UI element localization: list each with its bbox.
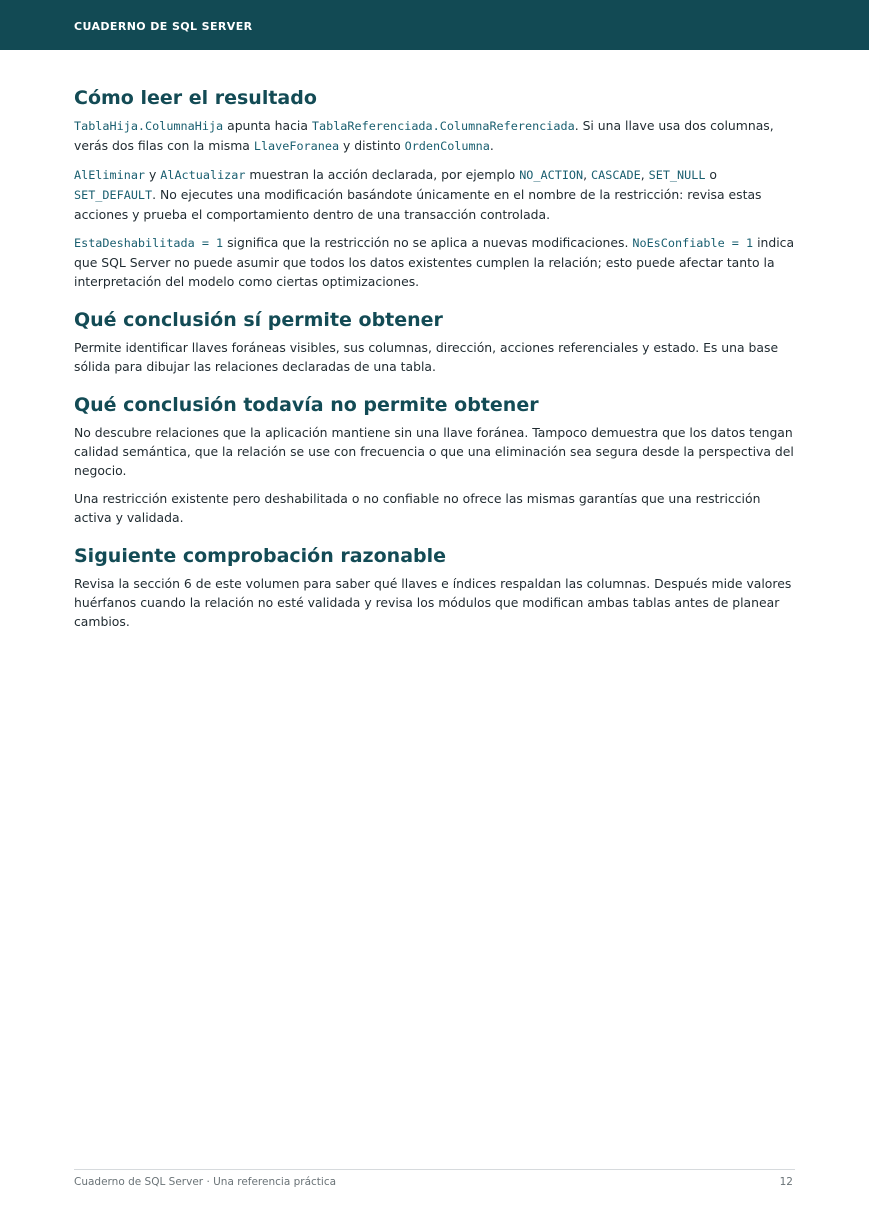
code-span: CASCADE	[591, 168, 641, 182]
code-span: NoEsConfiable = 1	[632, 236, 754, 250]
text-span: o	[705, 167, 717, 182]
section-heading: Siguiente comprobación razonable	[74, 545, 447, 567]
section-heading: Qué conclusión sí permite obtener	[74, 309, 443, 331]
code-span: TablaReferenciada.ColumnaReferenciada	[311, 119, 575, 133]
paragraph: Permite identificar llaves foráneas visibles, sus columnas, dirección, acciones referenciales y estado. Es una base sólida para dibujar las relaciones declaradas de una tabla.	[74, 340, 779, 374]
main-content	[74, 86, 796, 640]
page-number: 12	[779, 1176, 793, 1188]
text-span: y	[145, 167, 161, 182]
text-span: . Si una llave usa dos columnas, verás dos filas con la misma	[74, 118, 774, 153]
text-span: . No ejecutes una modificación basándote únicamente en el nombre de la restricción: revisa estas acciones y prueba el comportamiento dentro de una transacción controlada.	[74, 187, 762, 222]
section-heading: Qué conclusión todavía no permite obtener	[74, 394, 539, 416]
section-heading: Cómo leer el resultado	[74, 87, 317, 109]
section-what-it-does-not-allow	[74, 393, 796, 527]
code-span: AlEliminar	[74, 168, 146, 182]
footer-title: Cuaderno de SQL Server · Una referencia práctica	[74, 1176, 337, 1188]
paragraph: Una restricción existente pero deshabilitada o no confiable no ofrece las mismas garantías que una restricción activa y validada.	[74, 491, 761, 525]
code-span: LlaveForanea	[253, 139, 340, 153]
text-span: ,	[640, 167, 649, 182]
text-span: ,	[583, 167, 592, 182]
text-span: significa que la restricción no se aplica a nuevas modificaciones.	[223, 235, 633, 250]
section-how-to-read	[74, 86, 796, 291]
code-span: SET_NULL	[648, 168, 706, 182]
paragraph: Revisa la sección 6 de este volumen para saber qué llaves e índices respaldan las columnas. Después mide valores huérfanos cuando la relación no esté validada y revisa los módulos que modifican ambas tablas antes de planear cambios.	[74, 576, 792, 629]
paragraph	[74, 165, 796, 224]
code-span: TablaHija.ColumnaHija	[74, 119, 224, 133]
text-span: y distinto	[339, 138, 405, 153]
code-span: EstaDeshabilitada = 1	[74, 236, 224, 250]
header-title: CUADERNO DE SQL SERVER	[74, 20, 253, 33]
text-span: apunta hacia	[223, 118, 312, 133]
paragraph	[74, 233, 796, 291]
footer-divider	[74, 1169, 795, 1170]
text-span: muestran la acción declarada, por ejemplo	[245, 167, 520, 182]
paragraph	[74, 116, 796, 156]
paragraph: No descubre relaciones que la aplicación mantiene sin una llave foránea. Tampoco demuestra que los datos tengan calidad semántica, que la relación se use con frecuencia o que una eliminación sea segura desde la perspectiva del negocio.	[74, 425, 794, 478]
text-span: indica que SQL Server no puede asumir que todos los datos existentes cumplen la relación; esto puede afectar tanto la interpretación del modelo como ciertas optimizaciones.	[74, 235, 795, 289]
text-span: .	[489, 138, 494, 153]
section-what-it-allows	[74, 308, 796, 376]
code-span: SET_DEFAULT	[74, 188, 153, 202]
code-span: NO_ACTION	[519, 168, 584, 182]
code-span: OrdenColumna	[404, 139, 490, 153]
code-span: AlActualizar	[160, 168, 246, 182]
section-next-check	[74, 544, 796, 631]
header-bar	[0, 0, 869, 50]
